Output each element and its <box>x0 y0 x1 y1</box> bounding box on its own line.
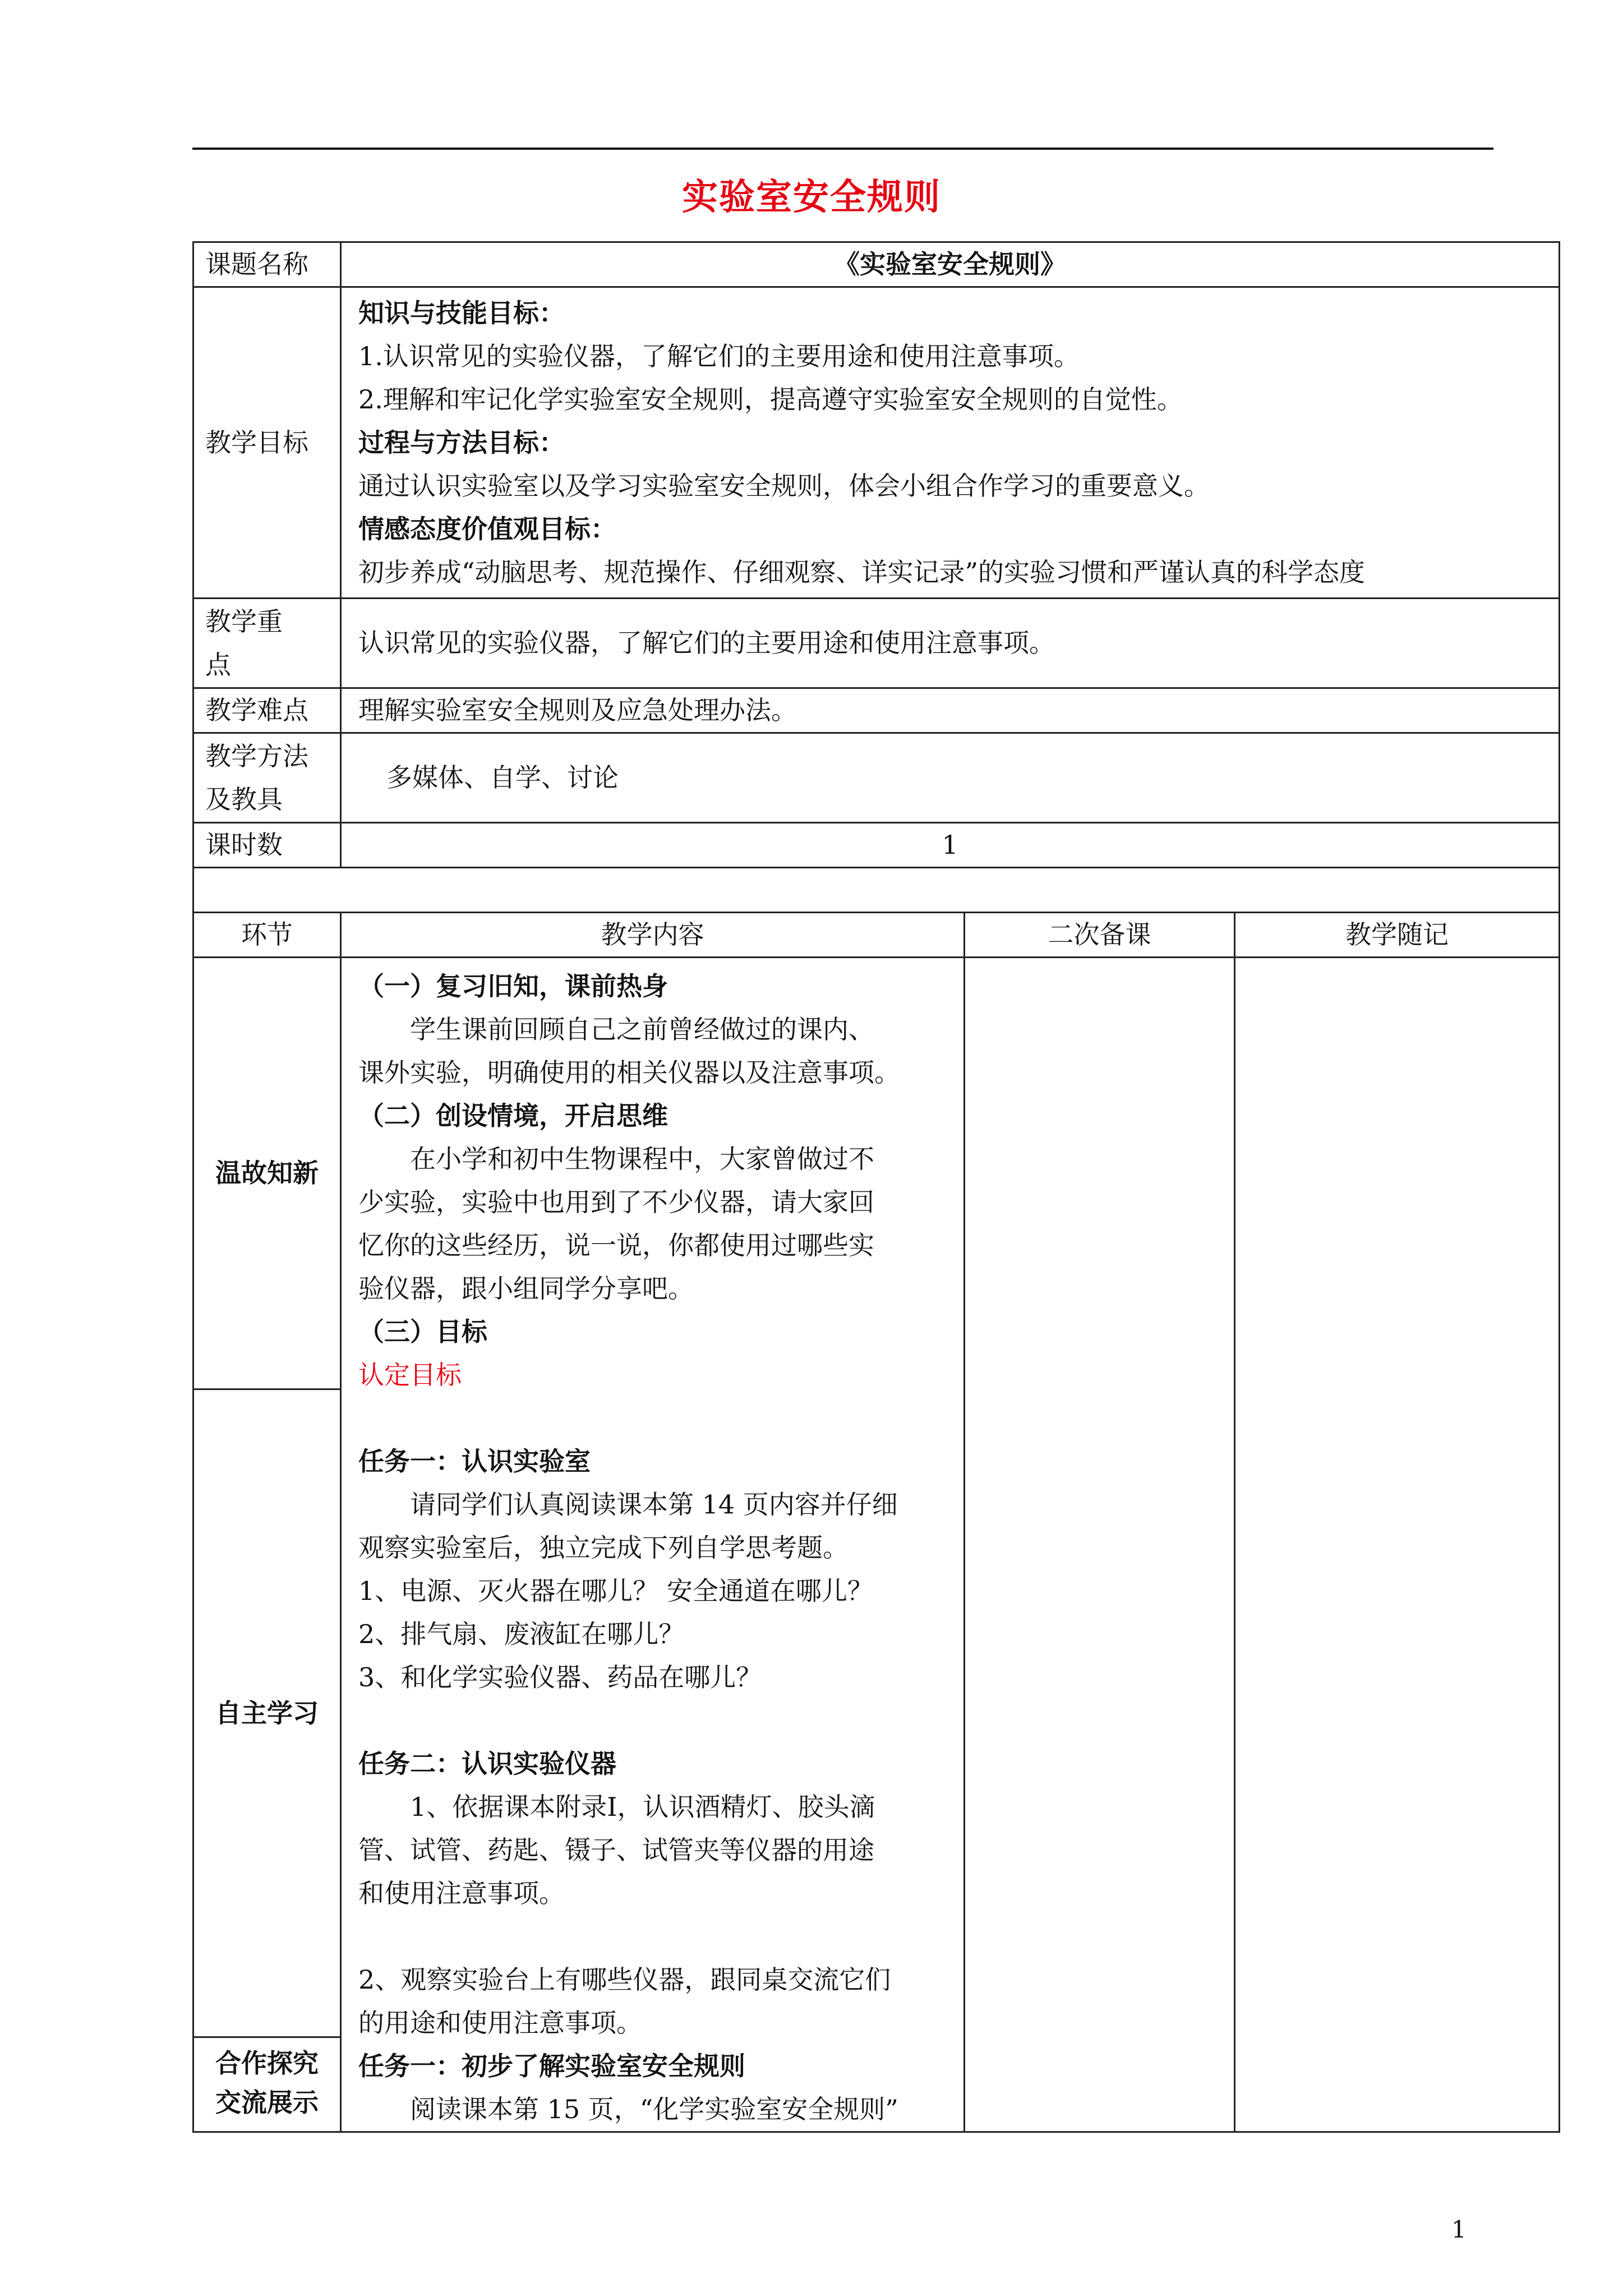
objective-line-1: 1.认识常见的实验仪器，了解它们的主要用途和使用注意事项。 <box>358 341 1080 371</box>
method-label: 教学方法 及教具 <box>193 733 341 823</box>
objective-line-2: 2.理解和牢记化学实验室安全规则，提高遵守实验室安全规则的自觉性。 <box>358 384 1183 415</box>
header-stage: 环节 <box>193 913 341 958</box>
objectives-label: 教学目标 <box>193 287 341 599</box>
header-rule <box>192 148 1493 150</box>
goal-link-text: 认定目标 <box>358 1360 462 1390</box>
task-1-line: 请同学们认真阅读课本第 14 页内容并仔细 <box>410 1489 898 1520</box>
task-2-line: 管、试管、药匙、镊子、试管夹等仪器的用途 <box>358 1835 874 1865</box>
page-title: 实验室安全规则 <box>682 176 941 218</box>
method-row <box>193 733 1560 823</box>
task-1-question: 1、电源、灭火器在哪儿？ 安全通道在哪儿？ <box>358 1576 873 1606</box>
task-2-line: 和使用注意事项。 <box>358 1878 565 1908</box>
section-1-line: 学生课前回顾自己之前曾经做过的课内、 <box>410 1014 874 1045</box>
task-2-line: 1、依据课本附录Ⅰ，认识酒精灯、胶头滴 <box>410 1792 875 1822</box>
section-1-line: 课外实验，明确使用的相关仪器以及注意事项。 <box>358 1057 900 1088</box>
task-2-line: 2、观察实验台上有哪些仪器，跟同桌交流它们 <box>358 1964 891 1995</box>
header-content: 教学内容 <box>341 913 965 958</box>
hours-value: 1 <box>341 823 1560 868</box>
column-header-row <box>193 913 1560 958</box>
section-3-heading: （三）目标 <box>358 1317 487 1347</box>
objectives-row <box>193 287 1560 599</box>
topic-label: 课题名称 <box>193 242 341 287</box>
header-notes: 教学随记 <box>1235 913 1560 958</box>
section-2-line: 验仪器，跟小组同学分享吧。 <box>358 1273 694 1304</box>
task-3-heading: 任务一：初步了解实验室安全规则 <box>358 2051 745 2081</box>
body-row <box>193 958 1560 2132</box>
empty-cell <box>193 868 1560 913</box>
content-cell <box>341 958 965 2132</box>
method-value: 多媒体、自学、讨论 <box>341 733 1560 823</box>
task-3-line: 阅读课本第 15 页，“化学实验室安全规则” <box>410 2094 898 2124</box>
keypoint-value: 认识常见的实验仪器，了解它们的主要用途和使用注意事项。 <box>341 599 1560 688</box>
task-1-question: 3、和化学实验仪器、药品在哪儿？ <box>358 1662 762 1692</box>
objective-heading-1: 知识与技能目标： <box>358 297 565 328</box>
difficulty-row <box>193 688 1560 733</box>
objective-heading-3: 情感态度价值观目标： <box>358 513 616 544</box>
stage-self-study: 自主学习 <box>194 1390 340 2038</box>
hours-row <box>193 823 1560 868</box>
objective-heading-2: 过程与方法目标： <box>358 427 565 458</box>
lesson-plan-table <box>192 241 1560 2133</box>
section-2-line: 少实验，实验中也用到了不少仪器，请大家回 <box>358 1187 874 1217</box>
stage-review: 温故知新 <box>194 958 340 1390</box>
topic-row <box>193 242 1560 287</box>
task-1-line: 观察实验室后，独立完成下列自学思考题。 <box>358 1533 849 1563</box>
stage-cell <box>193 958 341 2132</box>
task-2-heading: 任务二：认识实验仪器 <box>358 1749 616 1779</box>
spacer-row <box>193 868 1560 913</box>
notes-cell <box>1235 958 1560 2132</box>
difficulty-value: 理解实验室安全规则及应急处理办法。 <box>341 688 1560 733</box>
objectives-cell <box>341 287 1560 599</box>
task-2-line: 的用途和使用注意事项。 <box>358 2008 642 2038</box>
stage-cooperation: 合作探究 交流展示 <box>215 2048 319 2118</box>
topic-value: 《实验室安全规则》 <box>341 242 1560 287</box>
section-2-heading: （二）创设情境，开启思维 <box>358 1101 668 1131</box>
section-2-line: 在小学和初中生物课程中，大家曾做过不 <box>410 1144 874 1174</box>
page-number: 1 <box>1451 2216 1467 2243</box>
section-2-line: 忆你的这些经历，说一说，你都使用过哪些实 <box>358 1230 874 1260</box>
prep-cell <box>965 958 1235 2132</box>
task-1-question: 2、排气扇、废液缸在哪儿？ <box>358 1619 685 1649</box>
task-1-heading: 任务一：认识实验室 <box>358 1446 591 1476</box>
difficulty-label: 教学难点 <box>193 688 341 733</box>
objective-line-3: 通过认识实验室以及学习实验室安全规则，体会小组合作学习的重要意义。 <box>358 470 1210 501</box>
keypoint-label: 教学重 点 <box>193 599 341 688</box>
section-1-heading: （一）复习旧知，课前热身 <box>358 971 668 1001</box>
keypoint-row <box>193 599 1560 688</box>
header-prep: 二次备课 <box>965 913 1235 958</box>
objective-line-4: 初步养成“动脑思考、规范操作、仔细观察、详实记录”的实验习惯和严谨认真的科学态度 <box>358 556 1366 587</box>
hours-label: 课时数 <box>193 823 341 868</box>
